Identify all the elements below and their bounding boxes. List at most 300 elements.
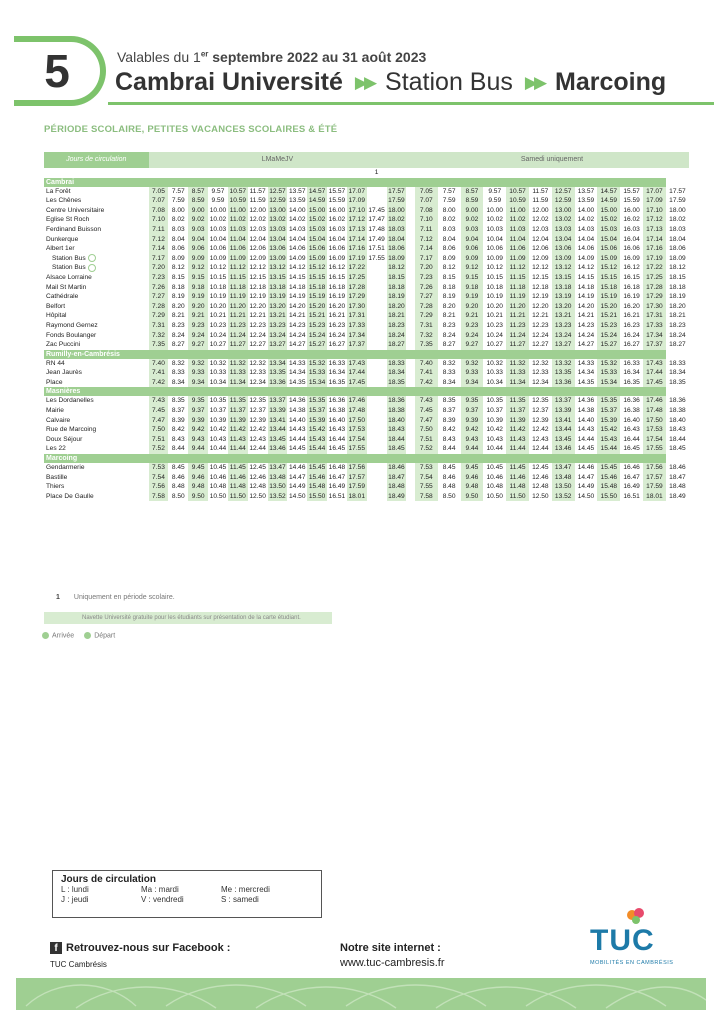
table-row [44, 206, 689, 216]
time-cell: 8.19 [171, 293, 185, 301]
time-cell: 8.35 [442, 397, 456, 405]
time-cell: 10.27 [486, 341, 503, 349]
column-gap [406, 254, 415, 264]
time-cell: 7.31 [415, 321, 438, 331]
stop-marker-icon [88, 254, 96, 262]
time-cell: 15.57 [623, 187, 640, 195]
time-cell: 8.02 [442, 216, 456, 224]
time-cell: 16.24 [623, 331, 640, 339]
time-cell: 17.45 [643, 378, 666, 388]
time-cell: 18.01 [348, 492, 366, 500]
stop-name: Zac Puccini [46, 341, 81, 349]
time-cell: 15.20 [308, 302, 326, 310]
time-cell: 18.19 [388, 293, 405, 301]
table-row [44, 187, 689, 197]
time-cell: 13.46 [269, 445, 286, 453]
time-cell: 7.29 [149, 311, 169, 321]
time-cell: 14.45 [289, 445, 306, 453]
time-cell: 7.42 [415, 378, 438, 388]
time-cell: 18.27 [669, 341, 686, 349]
time-cell: 13.23 [269, 321, 286, 329]
time-cell: 15.00 [597, 206, 620, 216]
time-cell: 7.47 [149, 416, 169, 426]
stop-name: Alsace Lorraine [46, 273, 92, 281]
time-cell: 18.04 [388, 235, 405, 243]
time-cell: 15.06 [308, 245, 326, 253]
time-cell: 14.57 [597, 187, 620, 197]
time-cell: 8.20 [171, 302, 185, 310]
time-cell: 13.52 [552, 492, 575, 502]
time-cell: 18.15 [669, 273, 686, 281]
time-cell: 13.35 [269, 369, 286, 377]
time-cell: 9.44 [188, 444, 208, 454]
time-cell: 17.47 [368, 216, 385, 224]
time-cell: 14.40 [289, 416, 306, 424]
time-cell: 9.27 [188, 340, 208, 350]
table-row [44, 473, 689, 483]
table-row [44, 225, 689, 235]
time-cell: 13.27 [269, 341, 286, 349]
note-cell [307, 168, 327, 178]
time-cell: 16.23 [328, 321, 346, 329]
time-cell: 17.56 [643, 463, 666, 473]
time-cell: 8.37 [442, 407, 456, 415]
group-name-fill [406, 350, 665, 359]
time-cell: 17.07 [643, 187, 666, 197]
note-cell [597, 168, 620, 178]
time-cell: 10.43 [209, 435, 227, 443]
table-row [44, 492, 689, 502]
time-cell: 7.52 [149, 444, 169, 454]
time-cell: 14.59 [597, 196, 620, 206]
stop-name: La Forêt [46, 187, 71, 195]
time-cell: 9.02 [188, 215, 208, 225]
time-cell: 7.57 [442, 187, 456, 195]
time-cell: 15.46 [308, 473, 326, 481]
time-cell: 8.04 [442, 235, 456, 243]
time-cell: 13.12 [552, 263, 575, 273]
time-cell: 16.18 [328, 283, 346, 291]
time-cell: 13.19 [269, 293, 286, 301]
time-cell: 8.35 [171, 397, 185, 405]
time-cell: 16.00 [328, 206, 346, 214]
time-cell: 7.41 [415, 368, 438, 378]
time-cell: 12.42 [249, 426, 266, 434]
time-cell: 17.43 [643, 359, 666, 369]
time-cell: 14.49 [577, 483, 595, 491]
time-cell: 10.23 [486, 321, 503, 329]
website-link[interactable]: www.tuc-cambresis.fr [340, 957, 445, 969]
time-cell: 18.44 [388, 435, 405, 443]
time-cell: 15.37 [597, 406, 620, 416]
time-cell: 7.57 [171, 187, 185, 195]
time-cell: 9.45 [188, 463, 208, 473]
column-gap [406, 435, 415, 445]
time-cell: 17.19 [348, 254, 366, 262]
logo-text: TUC [590, 924, 655, 957]
time-cell: 11.24 [229, 331, 246, 339]
day-item: Ma : mardi [141, 885, 179, 894]
time-cell: 18.40 [388, 416, 405, 424]
time-cell: 16.27 [328, 341, 346, 349]
time-cell: 12.24 [532, 331, 549, 339]
time-cell: 17.55 [643, 444, 666, 454]
time-cell: 15.50 [597, 492, 620, 502]
time-cell: 16.19 [623, 293, 640, 301]
time-cell: 13.24 [552, 331, 575, 341]
time-cell: 14.21 [289, 312, 306, 320]
time-cell: 8.06 [171, 245, 185, 253]
time-cell: 13.12 [269, 264, 286, 272]
time-cell: 18.38 [669, 407, 686, 415]
time-cell: 17.09 [643, 196, 666, 206]
column-gap [406, 492, 415, 502]
time-cell: 13.06 [552, 244, 575, 254]
time-cell: 10.18 [209, 283, 227, 291]
time-cell: 7.28 [149, 302, 169, 312]
time-cell: 16.38 [623, 407, 640, 415]
time-cell: 9.35 [461, 396, 484, 406]
time-cell: 18.09 [388, 254, 405, 262]
route-arrow-icon: ▶▶ [524, 72, 544, 92]
time-cell: 10.21 [486, 312, 503, 320]
time-cell: 13.45 [269, 435, 286, 443]
time-cell: 7.55 [415, 482, 438, 492]
time-cell: 17.50 [348, 416, 366, 424]
time-cell: 10.04 [209, 235, 227, 243]
time-cell: 10.39 [209, 416, 227, 424]
time-cell: 9.19 [461, 292, 484, 302]
time-cell: 14.46 [289, 464, 306, 472]
time-cell: 8.32 [171, 359, 185, 367]
time-cell: 13.46 [552, 444, 575, 454]
time-cell: 9.09 [188, 254, 208, 264]
time-cell: 16.34 [328, 369, 346, 377]
time-cell: 7.32 [415, 331, 438, 341]
time-cell: 11.50 [506, 492, 529, 502]
time-cell: 14.33 [289, 359, 306, 367]
time-cell: 9.34 [188, 378, 208, 388]
time-cell: 14.06 [289, 245, 306, 253]
time-cell: 18.46 [388, 464, 405, 472]
time-cell: 8.50 [442, 492, 456, 500]
time-cell: 8.37 [171, 407, 185, 415]
validity-period: Valables du 1er septembre 2022 au 31 août 2023 [117, 49, 427, 65]
time-cell: 13.02 [269, 216, 286, 224]
time-cell: 9.24 [188, 331, 208, 341]
time-cell: 13.52 [269, 492, 286, 500]
time-cell: 10.33 [486, 369, 503, 377]
time-cell: 15.24 [597, 331, 620, 341]
time-cell: 11.03 [506, 225, 529, 235]
note-cell [287, 168, 307, 178]
time-cell [367, 482, 387, 492]
time-cell: 17.13 [348, 225, 366, 233]
time-cell: 16.04 [328, 235, 346, 243]
time-cell: 11.23 [229, 321, 246, 329]
time-cell: 7.23 [415, 273, 438, 283]
column-gap [406, 444, 415, 454]
time-cell: 15.18 [308, 283, 326, 291]
time-cell: 17.54 [348, 435, 366, 443]
table-row [44, 482, 689, 492]
time-cell: 11.03 [229, 225, 246, 233]
time-cell: 7.50 [149, 425, 169, 435]
time-cell: 13.00 [269, 206, 286, 214]
time-cell: 9.32 [188, 359, 208, 369]
note-cell [149, 168, 169, 178]
time-cell: 7.27 [415, 292, 438, 302]
time-cell: 12.20 [532, 302, 549, 310]
time-cell: 12.04 [532, 235, 549, 243]
time-cell: 10.02 [486, 216, 503, 224]
time-cell: 15.35 [308, 397, 326, 405]
time-cell: 13.57 [289, 187, 306, 195]
time-cell: 11.57 [532, 187, 549, 195]
time-cell: 9.46 [188, 473, 208, 483]
time-cell: 11.35 [506, 396, 529, 406]
time-cell: 9.12 [188, 263, 208, 273]
time-cell: 17.37 [643, 340, 666, 350]
time-cell: 8.44 [171, 445, 185, 453]
time-cell: 11.04 [229, 235, 246, 243]
time-cell: 17.25 [643, 273, 666, 283]
time-cell: 18.33 [669, 359, 686, 367]
table-row [44, 444, 689, 454]
time-cell: 11.19 [506, 292, 529, 302]
time-cell: 7.08 [149, 206, 169, 216]
table-row [44, 302, 689, 312]
time-cell: 11.20 [506, 302, 529, 312]
time-cell: 15.23 [597, 321, 620, 331]
table-row [44, 425, 689, 435]
time-cell: 9.19 [188, 292, 208, 302]
note-cell: 1 [374, 169, 379, 176]
time-cell: 9.37 [461, 406, 484, 416]
time-cell: 11.15 [506, 273, 529, 283]
table-row [44, 321, 689, 331]
time-cell: 17.45 [368, 206, 385, 214]
time-cell: 12.39 [532, 416, 549, 424]
time-cell: 15.23 [308, 321, 326, 329]
time-cell: 11.57 [249, 187, 266, 195]
time-cell: 16.38 [328, 407, 346, 415]
column-gap [406, 406, 415, 416]
time-cell: 15.42 [308, 426, 326, 434]
note-cell [168, 168, 188, 178]
time-cell: 17.50 [643, 416, 666, 426]
time-cell: 10.48 [209, 483, 227, 491]
time-cell: 8.42 [442, 426, 456, 434]
time-cell: 9.59 [211, 197, 225, 205]
time-cell: 13.41 [269, 416, 286, 424]
time-cell: 15.21 [597, 311, 620, 321]
facebook-icon: f [50, 942, 62, 954]
column-gap [406, 244, 415, 254]
time-cell: 18.19 [669, 293, 686, 301]
time-cell: 10.59 [506, 196, 529, 206]
time-cell [367, 396, 387, 406]
time-cell: 17.54 [643, 435, 666, 445]
table-row [44, 215, 689, 225]
time-cell: 16.35 [328, 378, 346, 386]
time-cell: 17.12 [348, 216, 366, 224]
table-row [44, 331, 689, 341]
time-cell: 12.43 [249, 435, 266, 443]
time-cell: 7.42 [149, 378, 169, 388]
time-cell: 10.42 [209, 426, 227, 434]
legend-depart: Départ [84, 632, 115, 639]
route-arrow-icon: ▶▶ [354, 72, 374, 92]
day-item: V : vendredi [141, 895, 184, 904]
time-cell: 14.43 [289, 426, 306, 434]
time-cell: 14.03 [289, 225, 306, 233]
time-cell: 13.44 [269, 426, 286, 434]
time-cell: 18.24 [388, 331, 405, 339]
time-cell: 10.24 [209, 331, 227, 339]
time-cell: 11.27 [229, 341, 246, 349]
note-cell [506, 168, 529, 178]
time-cell: 17.48 [368, 225, 385, 233]
time-cell: 8.44 [442, 445, 456, 453]
weekday-header: LMaMeJV [149, 152, 407, 168]
time-cell: 12.20 [249, 302, 266, 310]
time-cell: 8.23 [442, 321, 456, 329]
time-cell: 17.53 [643, 425, 666, 435]
time-cell: 11.34 [506, 378, 529, 388]
time-cell: 7.53 [149, 463, 169, 473]
time-cell: 9.18 [461, 283, 484, 293]
time-cell: 7.26 [149, 283, 169, 293]
time-cell: 8.45 [171, 464, 185, 472]
time-cell: 15.06 [597, 244, 620, 254]
column-gap [406, 425, 415, 435]
table-row [44, 406, 689, 416]
column-gap [406, 473, 415, 483]
time-cell: 13.21 [552, 311, 575, 321]
time-cell: 11.09 [229, 254, 246, 262]
time-cell: 11.34 [229, 378, 246, 386]
time-cell: 7.26 [415, 283, 438, 293]
time-cell: 15.15 [308, 273, 326, 281]
time-cell: 11.24 [506, 331, 529, 341]
time-cell: 7.35 [149, 340, 169, 350]
time-cell: 7.40 [149, 359, 169, 369]
time-cell: 18.06 [669, 245, 686, 253]
time-cell: 9.39 [461, 416, 484, 426]
table-row [44, 263, 689, 273]
time-cell: 17.19 [643, 254, 666, 264]
facebook-name: TUC Cambrésis [50, 960, 107, 969]
time-cell: 12.45 [532, 464, 549, 472]
time-cell: 16.48 [328, 464, 346, 472]
time-cell: 15.09 [308, 254, 326, 262]
time-cell: 11.19 [229, 293, 246, 301]
time-cell: 8.48 [171, 483, 185, 491]
time-cell: 8.33 [442, 369, 456, 377]
time-cell: 13.15 [269, 273, 286, 281]
time-cell: 14.35 [577, 378, 595, 386]
time-cell: 8.06 [442, 245, 456, 253]
time-cell: 17.12 [643, 215, 666, 225]
time-cell: 9.27 [461, 340, 484, 350]
time-cell: 9.39 [188, 416, 208, 426]
time-cell: 7.29 [415, 311, 438, 321]
time-cell: 7.45 [149, 406, 169, 416]
column-gap [406, 311, 415, 321]
time-cell: 16.43 [328, 426, 346, 434]
time-cell: 14.43 [577, 426, 595, 434]
table-row [44, 435, 689, 445]
time-cell: 9.33 [188, 368, 208, 378]
time-cell: 11.59 [532, 197, 549, 205]
time-cell: 17.59 [388, 197, 405, 205]
time-cell [367, 263, 387, 273]
time-cell: 14.36 [289, 397, 306, 405]
time-cell: 8.02 [171, 216, 185, 224]
time-cell: 12.19 [532, 293, 549, 301]
time-cell: 11.39 [506, 416, 529, 426]
time-cell: 9.57 [488, 187, 502, 195]
time-cell: 10.46 [486, 473, 503, 481]
time-cell: 17.25 [348, 273, 366, 281]
time-cell: 8.46 [442, 473, 456, 481]
stop-name: Mail St Martin [46, 283, 87, 291]
time-cell: 12.34 [249, 378, 266, 386]
time-cell: 9.34 [461, 378, 484, 388]
time-cell: 13.18 [269, 283, 286, 291]
time-cell: 14.50 [577, 492, 595, 500]
time-cell: 16.20 [328, 302, 346, 310]
time-cell: 15.43 [308, 435, 326, 443]
time-cell: 12.48 [532, 483, 549, 491]
time-cell: 7.45 [415, 406, 438, 416]
time-cell: 7.53 [415, 463, 438, 473]
time-cell: 10.32 [486, 359, 503, 367]
time-cell: 11.48 [229, 483, 246, 491]
time-cell: 17.59 [348, 483, 366, 491]
time-cell: 17.09 [348, 197, 366, 205]
time-cell: 12.03 [532, 225, 549, 233]
time-cell: 12.39 [249, 416, 266, 424]
stop-name: Belfort [46, 302, 66, 310]
time-cell: 18.47 [388, 473, 405, 481]
time-cell: 12.34 [532, 378, 549, 386]
time-cell: 7.12 [415, 235, 438, 245]
time-cell: 12.32 [249, 359, 266, 367]
note-cell [387, 168, 407, 178]
time-cell: 13.21 [269, 312, 286, 320]
time-cell: 17.46 [348, 397, 366, 405]
time-cell: 17.57 [348, 473, 366, 481]
time-cell: 8.45 [442, 464, 456, 472]
time-cell: 8.21 [442, 312, 456, 320]
time-cell: 11.37 [229, 407, 246, 415]
time-cell: 13.02 [552, 215, 575, 225]
time-cell: 14.04 [577, 235, 595, 243]
time-cell: 15.09 [597, 254, 620, 264]
time-cell: 10.20 [486, 302, 503, 310]
time-cell: 15.33 [308, 369, 326, 377]
time-cell: 11.44 [229, 445, 246, 453]
stop-name: Centre Universitaire [46, 206, 105, 214]
time-cell: 12.00 [532, 206, 549, 214]
time-cell: 14.20 [577, 302, 595, 310]
time-cell: 15.32 [597, 359, 620, 369]
group-header [44, 454, 689, 463]
time-cell: 13.09 [269, 254, 286, 262]
time-cell: 12.43 [532, 435, 549, 443]
